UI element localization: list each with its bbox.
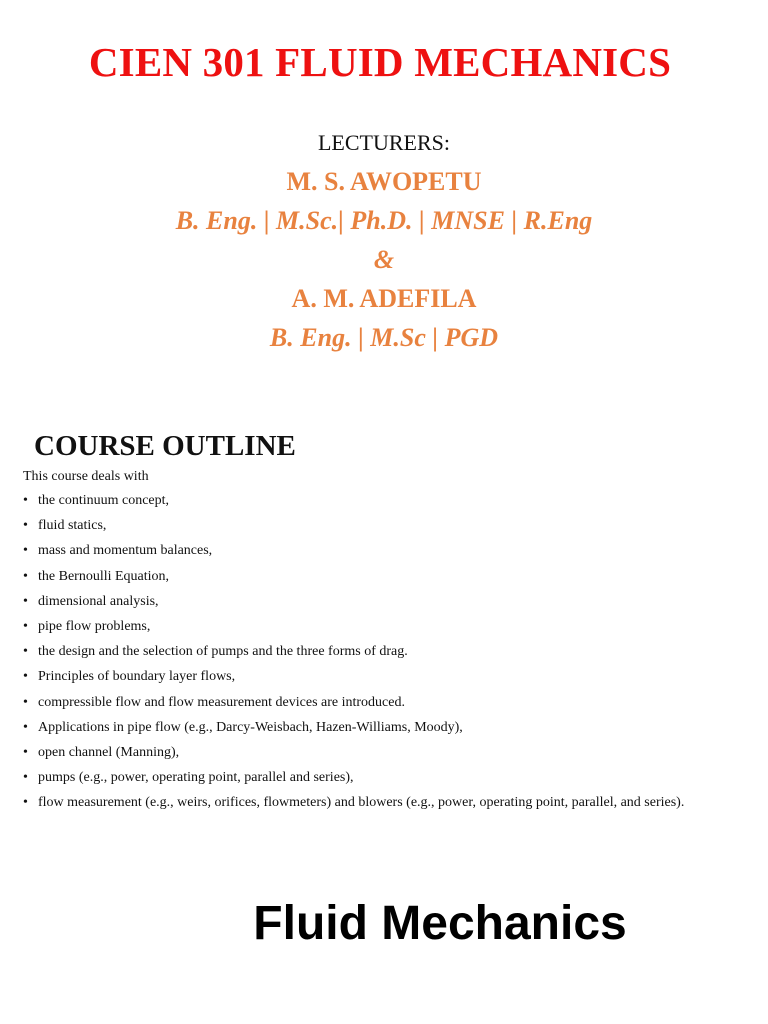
outline-item-text: pumps (e.g., power, operating point, parallel and series), [38,770,354,786]
bullet-icon: • [23,694,28,710]
outline-item-text: Principles of boundary layer flows, [38,669,236,685]
lecturer-1-name: M. S. AWOPETU [286,167,482,196]
lecturer-2-name: A. M. ADEFILA [291,284,477,313]
lecturer-2-qualifications: B. Eng. | M.Sc | PGD [269,323,499,352]
outline-item [23,668,735,685]
lecturer-1-qualifications: B. Eng. | M.Sc.| Ph.D. | MNSE | R.Eng [175,206,593,235]
course-intro: This course deals with [23,469,149,484]
outline-item [23,492,735,509]
outline-item [23,517,735,534]
lecturers-label: LECTURERS: [317,130,450,155]
bullet-icon: • [23,719,28,735]
bullet-icon: • [23,543,28,559]
bullet-icon: • [23,669,28,685]
bullet-icon: • [23,795,28,811]
bullet-icon: • [23,593,28,609]
lecturers-section [0,124,768,357]
bullet-icon: • [23,744,28,760]
course-outline-list [23,492,735,819]
outline-item-text: mass and momentum balances, [38,543,213,559]
footer-title: Fluid Mechanics [253,897,627,950]
outline-item-text: the continuum concept, [38,493,170,508]
outline-item-text: Applications in pipe flow (e.g., Darcy-Weisbach, Hazen-Williams, Moody), [38,719,463,735]
outline-item-text: pipe flow problems, [38,618,151,634]
bullet-icon: • [23,618,28,634]
outline-item [23,568,735,585]
outline-item-text: fluid statics, [38,518,107,534]
outline-item [23,744,735,761]
outline-item-text: compressible flow and flow measurement devices are introduced. [38,694,405,710]
course-outline-heading: COURSE OUTLINE [34,430,296,462]
lecturer-separator: & [373,245,395,274]
outline-item [23,794,735,811]
bullet-icon: • [23,770,28,786]
outline-item [23,769,735,786]
bullet-icon: • [23,493,28,508]
bullet-icon: • [23,518,28,534]
outline-item-text: flow measurement (e.g., weirs, orifices, flowmeters) and blowers (e.g., power, operating point, parallel, and series). [38,795,685,811]
outline-item-text: the design and the selection of pumps and the three forms of drag. [38,644,408,660]
outline-item [23,719,735,736]
outline-item [23,694,735,711]
outline-item [23,643,735,660]
outline-item-text: dimensional analysis, [38,593,159,609]
outline-item [23,593,735,610]
bullet-icon: • [23,644,28,660]
bullet-icon: • [23,568,28,584]
outline-item [23,542,735,559]
course-title: CIEN 301 FLUID MECHANICS [88,39,672,85]
outline-item-text: the Bernoulli Equation, [38,568,170,584]
outline-item [23,618,735,635]
outline-item-text: open channel (Manning), [38,744,180,760]
